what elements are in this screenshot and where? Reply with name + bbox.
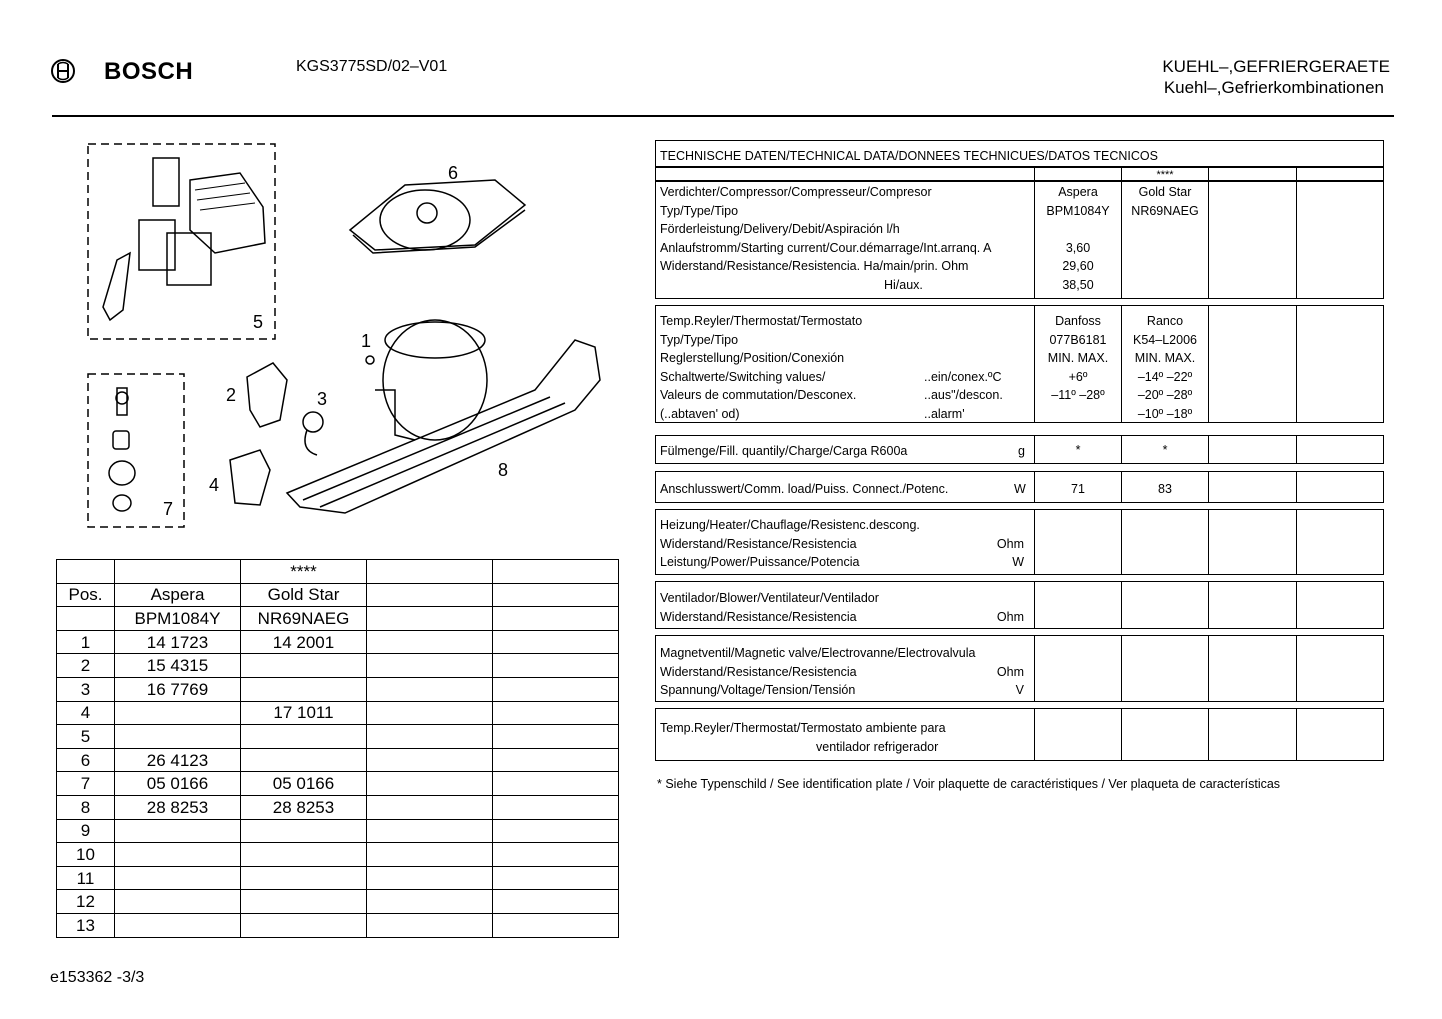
table-row: [57, 866, 619, 890]
table-row: [57, 701, 619, 725]
parts-cell: [493, 630, 619, 654]
valve-unit: V: [1015, 683, 1024, 697]
overload-icon: [167, 233, 211, 285]
parts-cell: 16 7769: [115, 677, 241, 701]
parts-cell: [241, 843, 367, 867]
compressor-aspera: 38,50: [1062, 277, 1094, 292]
parts-cell: 6: [57, 748, 115, 772]
compressor-goldstar: NR69NAEG: [1131, 203, 1199, 218]
parts-cell: 15 4315: [115, 654, 241, 678]
heater-unit: W: [1012, 555, 1024, 569]
parts-table: [56, 559, 619, 938]
compressor-goldstar: Gold Star: [1138, 185, 1192, 199]
thermostat-aspera: 077B6181: [1049, 332, 1107, 347]
parts-cell: [241, 819, 367, 843]
callout-2: 2: [226, 385, 237, 405]
parts-cell: 9: [57, 819, 115, 843]
table-row: [57, 890, 619, 914]
parts-cell: 28 8253: [115, 795, 241, 819]
parts-cell: [493, 654, 619, 678]
thermostat-icon: [247, 363, 287, 427]
thermostat-section: [655, 305, 1384, 423]
load-unit: W: [1014, 482, 1026, 496]
parts-cell: [493, 701, 619, 725]
parts-cell: 1: [57, 630, 115, 654]
parts-cell: [493, 583, 619, 607]
parts-cell: [115, 819, 241, 843]
parts-cell: [367, 866, 493, 890]
parts-cell: [57, 607, 115, 631]
parts-cell: [115, 890, 241, 914]
thermostat-label: Schaltwerte/Switching values/: [660, 369, 826, 384]
heater-unit: Ohm: [996, 536, 1024, 551]
compressor-aspera: Aspera: [1058, 185, 1098, 199]
parts-cell: 5: [57, 725, 115, 749]
callout-4: 4: [209, 475, 220, 495]
stars-label: ****: [1156, 169, 1174, 181]
parts-cell: 17 1011: [241, 701, 367, 725]
group-5-box: [88, 144, 275, 339]
thermostat-goldstar: MIN. MAX.: [1134, 351, 1196, 365]
relay-clip-icon: [153, 158, 179, 206]
compressor-label: Anlaufstromm/Starting current/Cour.démarrage/Int.arranq. A: [660, 240, 992, 255]
parts-header-row-2: [57, 583, 619, 607]
load-goldstar: 83: [1158, 482, 1172, 496]
parts-cell: 2: [57, 654, 115, 678]
callout-5: 5: [253, 312, 264, 332]
table-row: [57, 795, 619, 819]
ambient-label-2: ventilador refrigerador: [816, 740, 939, 754]
parts-cell: 26 4123: [115, 748, 241, 772]
thermostat-aspera: MIN. MAX.: [1047, 351, 1109, 365]
model-number: KGS3775SD/02–V01: [296, 58, 448, 75]
parts-cell: [493, 725, 619, 749]
parts-cell: [57, 560, 115, 584]
bosch-logo-icon: [50, 58, 76, 84]
heater-label: Heizung/Heater/Chauflage/Resistenc.descong.: [660, 518, 920, 532]
valve-label: Widerstand/Resistance/Resistencia: [660, 664, 857, 679]
compressor-label: Hi/aux.: [884, 277, 923, 292]
thermostat-goldstar: Ranco: [1146, 314, 1184, 328]
parts-cell: [493, 607, 619, 631]
parts-cell: [493, 795, 619, 819]
parts-cell: [493, 890, 619, 914]
load-section: [655, 471, 1384, 503]
parts-cell: [367, 725, 493, 749]
parts-diagram: [55, 135, 615, 535]
parts-cell: 13: [57, 913, 115, 937]
parts-cell: 3: [57, 677, 115, 701]
parts-header-row-3: [57, 607, 619, 631]
compressor-label: Widerstand/Resistance/Resistencia. Ha/main/prin. Ohm: [660, 259, 969, 273]
fill-aspera: *: [1075, 443, 1081, 457]
table-row: [57, 654, 619, 678]
thermostat-goldstar: K54–L2006: [1133, 332, 1197, 347]
page-id: e153362 -3/3: [50, 969, 145, 986]
thermostat-suffix: ..aus"/descon.: [924, 388, 1003, 402]
blower-label: Widerstand/Resistance/Resistencia: [660, 609, 857, 624]
parts-cell: [493, 843, 619, 867]
thermostat-suffix: ..ein/conex.ºC: [924, 369, 1002, 384]
parts-cell: 8: [57, 795, 115, 819]
table-row: [57, 819, 619, 843]
thermostat-label: Temp.Reyler/Thermostat/Termostato: [660, 314, 863, 328]
parts-cell: [493, 819, 619, 843]
callout-8: 8: [498, 460, 509, 480]
blower-section: [655, 581, 1384, 629]
parts-cell: [367, 560, 493, 584]
thermostat-suffix: ..alarm': [924, 406, 965, 421]
parts-cell: [493, 677, 619, 701]
thermostat-aspera: Danfoss: [1055, 314, 1101, 328]
parts-cell: 10: [57, 843, 115, 867]
parts-cell: [241, 677, 367, 701]
compressor-label: Förderleistung/Delivery/Debit/Aspiración l/h: [660, 222, 900, 236]
valve-unit: Ohm: [996, 664, 1024, 679]
parts-cell: [367, 630, 493, 654]
thermostat-label: Reglerstellung/Position/Conexión: [660, 351, 845, 365]
heater-section: [655, 509, 1384, 575]
parts-cell: [241, 748, 367, 772]
heater-label: Leistung/Power/Puissance/Potencia: [660, 555, 860, 569]
parts-cell: [241, 654, 367, 678]
parts-cell: 28 8253: [241, 795, 367, 819]
parts-cell: [241, 913, 367, 937]
parts-cell: [493, 772, 619, 796]
thermostat-goldstar: –14º –22º: [1137, 369, 1193, 384]
thermostat-goldstar: –10º –18º: [1137, 406, 1193, 421]
relay-body-icon: [139, 220, 175, 270]
table-row: [57, 913, 619, 937]
parts-cell: [241, 890, 367, 914]
parts-cell: [493, 866, 619, 890]
compressor-label: Verdichter/Compressor/Compresseur/Compresor: [660, 185, 932, 199]
heater-label: Widerstand/Resistance/Resistencia: [660, 536, 857, 551]
header-divider: [52, 115, 1394, 117]
parts-cell: [493, 748, 619, 772]
parts-cell: [367, 913, 493, 937]
parts-cell: [493, 560, 619, 584]
parts-cell: Pos.: [57, 583, 115, 607]
load-label: Anschlusswert/Comm. load/Puiss. Connect./Potenc.: [660, 482, 949, 496]
callout-3: 3: [317, 389, 328, 409]
parts-cell: [115, 725, 241, 749]
compressor-label: Typ/Type/Tipo: [660, 203, 739, 218]
fill-label: Fülmenge/Fill. quantily/Charge/Carga R600a: [660, 444, 908, 458]
parts-cell: 05 0166: [115, 772, 241, 796]
parts-cell: 14 1723: [115, 630, 241, 654]
grommet-icon: [109, 461, 135, 485]
parts-cell: [367, 843, 493, 867]
valve-label: Magnetventil/Magnetic valve/Electrovanne/Electrovalvula: [660, 646, 976, 660]
fill-unit: g: [1018, 444, 1025, 458]
parts-cell: 11: [57, 866, 115, 890]
valve-label: Spannung/Voltage/Tension/Tensión: [660, 683, 856, 697]
thermostat-label: Valeurs de commutation/Desconex.: [660, 388, 857, 402]
compressor-aspera: BPM1084Y: [1046, 203, 1110, 218]
parts-cell: 12: [57, 890, 115, 914]
brand-name: BOSCH: [104, 58, 194, 85]
parts-cell: [241, 866, 367, 890]
parts-cell: [367, 795, 493, 819]
sensor-icon: [303, 412, 323, 432]
parts-cell: 05 0166: [241, 772, 367, 796]
thermostat-goldstar: –20º –28º: [1137, 388, 1193, 402]
ambient-label-1: Temp.Reyler/Thermostat/Termostato ambiente para: [660, 721, 946, 735]
load-aspera: 71: [1071, 482, 1085, 496]
parts-cell: 14 2001: [241, 630, 367, 654]
thermostat-label: (..abtaven' od): [660, 406, 740, 421]
parts-cell: [367, 890, 493, 914]
tech-title-box: [655, 140, 1384, 167]
thermostat-aspera: +6º: [1068, 369, 1088, 384]
table-row: [57, 677, 619, 701]
parts-cell: [367, 677, 493, 701]
parts-cell: [367, 748, 493, 772]
parts-cell: [115, 560, 241, 584]
thermostat-label: Typ/Type/Tipo: [660, 332, 739, 347]
table-row: [57, 725, 619, 749]
footnote: * Siehe Typenschild / See identification plate / Voir plaquette de caractéristiques / Ver plaqueta de características: [657, 777, 1281, 791]
nut-icon: [113, 495, 131, 511]
tech-title: TECHNISCHE DATEN/TECHNICAL DATA/DONNEES TECHNICUES/DATOS TECNICOS: [660, 149, 1158, 163]
parts-cell: 7: [57, 772, 115, 796]
parts-cell: Aspera: [115, 583, 241, 607]
parts-cell: 4: [57, 701, 115, 725]
blower-unit: Ohm: [996, 609, 1024, 624]
fill-section: [655, 435, 1384, 464]
parts-cell: [115, 843, 241, 867]
table-row: [57, 843, 619, 867]
table-row: [57, 748, 619, 772]
table-row: [57, 630, 619, 654]
ambient-thermostat-section: [655, 708, 1384, 761]
parts-cell: [367, 654, 493, 678]
parts-cell: ****: [241, 560, 367, 584]
thermostat-aspera: –11º –28º: [1051, 388, 1105, 402]
bushing-icon: [113, 431, 129, 449]
compressor-icon: [383, 320, 487, 440]
compressor-aspera: 3,60: [1065, 240, 1091, 255]
parts-cell: [367, 819, 493, 843]
compressor-section: [655, 181, 1384, 299]
parts-cell: [367, 772, 493, 796]
callout-7: 7: [163, 499, 174, 519]
parts-cell: [241, 725, 367, 749]
parts-cell: [115, 701, 241, 725]
fill-goldstar: *: [1162, 443, 1168, 457]
switch-icon: [230, 450, 270, 505]
bracket-icon: [103, 253, 130, 320]
parts-cell: [367, 701, 493, 725]
tech-stars-row: [655, 167, 1384, 181]
parts-cell: [367, 583, 493, 607]
callout-6: 6: [448, 163, 459, 183]
parts-cell: [367, 607, 493, 631]
parts-cell: Gold Star: [241, 583, 367, 607]
category-subtitle: Kuehl–,Gefrierkombinationen: [1163, 78, 1384, 97]
parts-cell: BPM1084Y: [115, 607, 241, 631]
parts-header-row-1: [57, 560, 619, 584]
parts-cell: [115, 913, 241, 937]
valve-section: [655, 635, 1384, 702]
callout-1: 1: [361, 331, 372, 351]
parts-cell: [493, 913, 619, 937]
table-row: [57, 772, 619, 796]
compressor-aspera: 29,60: [1062, 259, 1094, 273]
parts-cell: [115, 866, 241, 890]
blower-label: Ventilador/Blower/Ventilateur/Ventilador: [660, 591, 879, 605]
category-title: KUEHL–,GEFRIERGERAETE: [1162, 57, 1390, 76]
parts-cell: NR69NAEG: [241, 607, 367, 631]
